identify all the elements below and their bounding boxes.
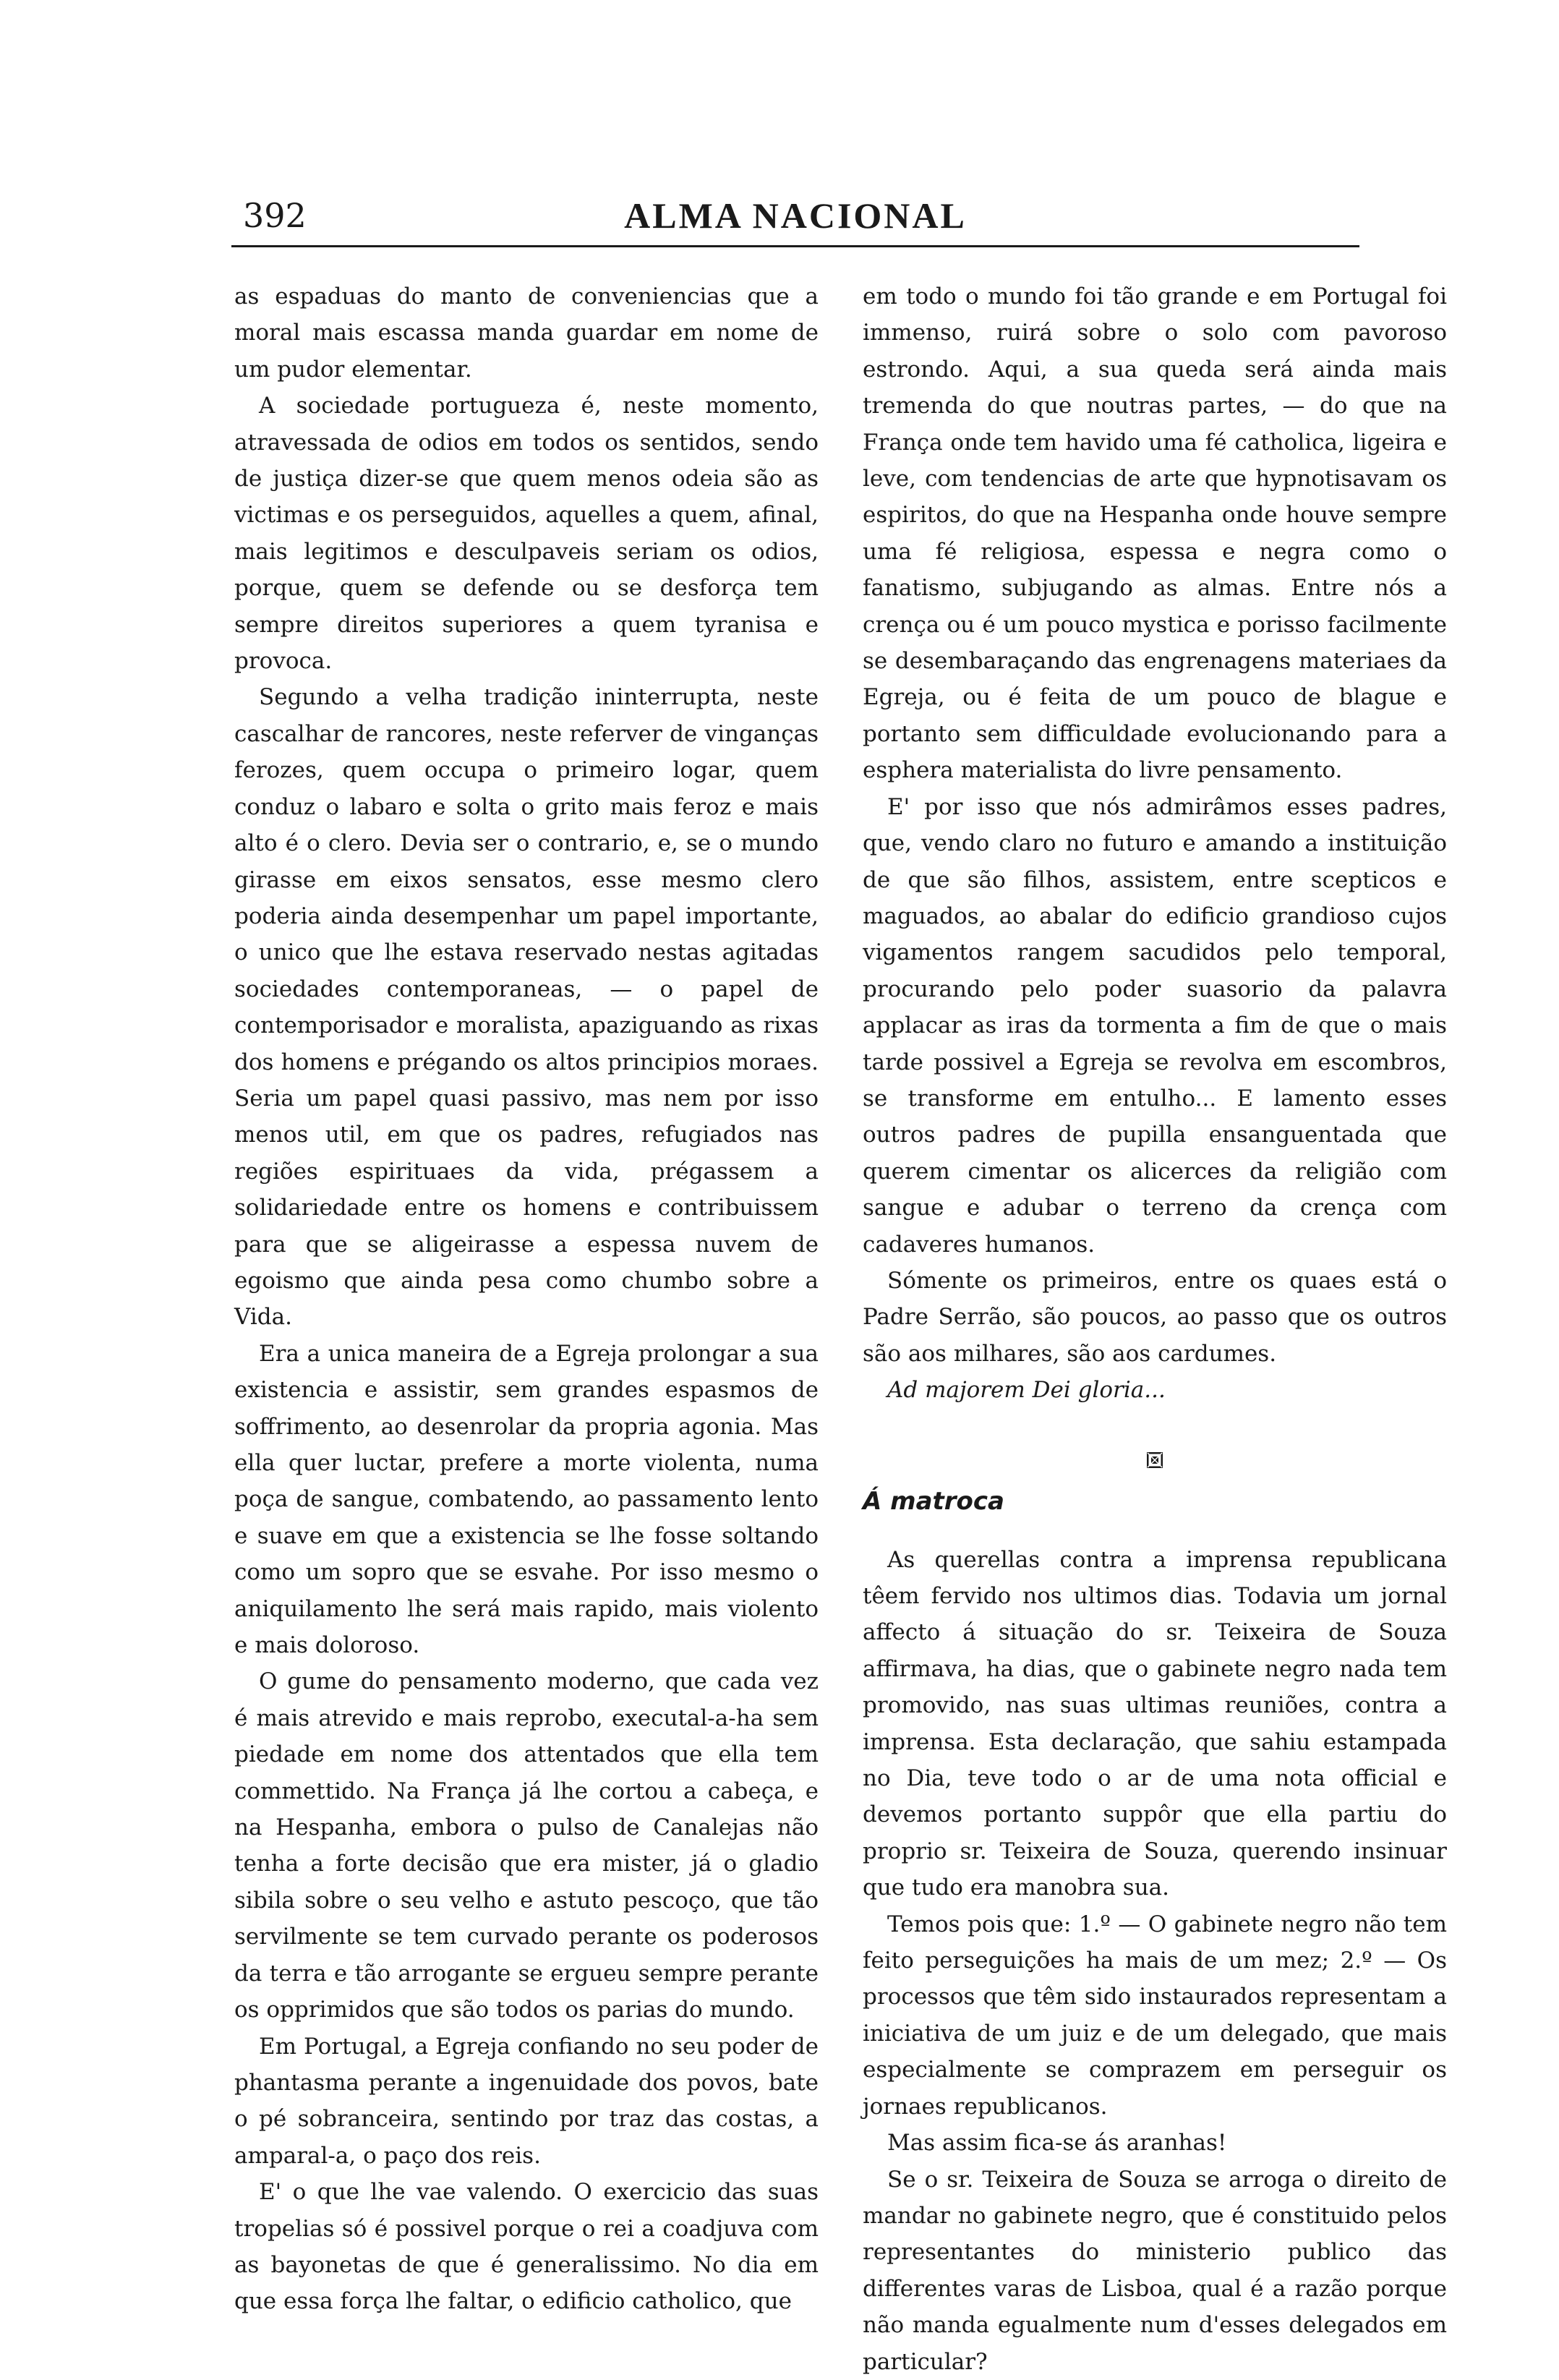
left-column [234,278,819,2315]
paragraph: Se o sr. Teixeira de Souza se arroga o direito de mandar no gabinete negro, que é constituido pelos representantes do ministerio publico das differentes varas de Lisboa, qual é a razão porque não manda egualmente num d'esses delegados em particular? [863,2166,1447,2375]
paragraph: Era a unica maneira de a Egreja prolongar a sua existencia e assistir, sem grandes espasmos de soffrimento, ao desenrolar da propria agonia. Mas ella quer luctar, prefere a morte violenta, numa poça de sangue, combatendo, ao passamento lento e suave em que a existencia se lhe fosse soltando como um sopro que se esvahe. Por isso mesmo o aniquilamento lhe será mais rapido, mais violento e mais doloroso. [234,1340,819,1659]
paragraph: A sociedade portugueza é, neste momento, atravessada de odios em todos os sentidos, sendo de justiça dizer-se que quem menos odeia são as victimas e os perseguidos, aquelles a quem, afinal, mais legitimos e desculpaveis seriam os odios, porque, quem se defende ou se desforça tem sempre direitos superiores a quem tyranisa e provoca. [234,393,819,675]
paragraph: E' por isso que nós admirâmos esses padres, que, vendo claro no futuro e amando a instituição de que são filhos, assistem, entre scepticos e maguados, ao abalar do edificio grandioso cujos vigamentos rangem sacudidos pelo temporal, procurando pelo poder suasorio da palavra applacar as iras da tormenta a fim de que o mais tarde possivel a Egreja se revolva em escombros, se transforme em entulho... E lamento esses outros padres de pupilla ensanguentada que querem cimentar os alicerces da religião com sangue e adubar o terreno da crença com cadaveres humanos. [863,793,1447,1258]
page-header [231,194,1359,242]
section-title: Á matroca [863,1486,1004,1516]
paragraph: O gume do pensamento moderno, que cada vez é mais atrevido e mais reprobo, executal-a-ha sem piedade em nome dos attentados que ella tem commettido. Na França já lhe cortou a cabeça, e na Hespanha, embora o pulso de Canalejas não tenha a forte decisão que era mister, já o gladio sibila sobre o seu velho e astuto pescoço, que tão servilmente se tem curvado perante os poderosos da terra e tão arrogante se ergueu sempre perante os opprimidos que são todos os parias do mundo. [234,1668,819,2023]
paragraph: E' o que lhe vae valendo. O exercicio das suas tropelias só é possivel porque o rei a coadjuva com as bayonetas de que é generalissimo. No dia em que essa força lhe faltar, o edificio catholico, que [234,2179,819,2315]
page-number: 392 [243,196,307,235]
paragraph: As querellas contra a imprensa republicana têem fervido nos ultimos dias. Todavia um jornal affecto á situação do sr. Teixeira de Souza affirmava, ha dias, que o gabinete negro nada tem promovido, nas suas ultimas reuniões, contra a imprensa. Esta declaração, que sahiu estampada no Dia, teve todo o ar de uma nota official e devemos portanto suppôr que ella partiu do proprio sr. Teixeira de Souza, querendo insinuar que tudo era manobra sua. [863,1546,1447,1901]
right-column [863,278,1447,2375]
running-title: ALMA NACIONAL [624,195,967,236]
ornament-icon [1147,1452,1163,1468]
paragraph: as espaduas do manto de conveniencias que a moral mais escassa manda guardar em nome de um pudor elementar. [234,283,819,383]
paragraph: Sómente os primeiros, entre os quaes está o Padre Serrão, são poucos, ao passo que os outros são aos milhares, são aos cardumes. [863,1267,1447,1367]
paragraph: Em Portugal, a Egreja confiando no seu poder de phantasma perante a ingenuidade dos povos, bate o pé sobranceira, sentindo por traz das costas, a amparal-a, o paço dos reis. [234,2033,819,2169]
closing-quote: Ad majorem Dei gloria... [887,1377,1166,1404]
paragraph: Temos pois que: 1.º — O gabinete negro não tem feito perseguições ha mais de um mez; 2.º — Os processos que têm sido instaurados representam a iniciativa de um juiz e de um delegado, que mais especialmente se comprazem em perseguir os jornaes republicanos. [863,1911,1447,2120]
paragraph: Mas assim fica-se ás aranhas! [887,2130,1227,2157]
paragraph: em todo o mundo foi tão grande e em Portugal foi immenso, ruirá sobre o solo com pavoroso estrondo. Aqui, a sua queda será ainda mais tremenda do que noutras partes, — do que na França onde tem havido uma fé catholica, ligeira e leve, com tendencias de arte que hypnotisavam os espiritos, do que na Hespanha onde houve sempre uma fé religiosa, espessa e negra como o fanatismo, subjugando as almas. Entre nós a crença ou é um pouco mystica e porisso facilmente se desembaraçando das engrenagens materiaes da Egreja, ou é feita de um pouco de blague e portanto sem difficuldade evolucionando para a esphera materialista do livre pensamento. [863,283,1447,784]
paragraph: Segundo a velha tradição ininterrupta, neste cascalhar de rancores, neste referver de vinganças ferozes, quem occupa o primeiro logar, quem conduz o labaro e solta o grito mais feroz e mais alto é o clero. Devia ser o contrario, e, se o mundo girasse em eixos sensatos, esse mesmo clero poderia ainda desempenhar um papel importante, o unico que lhe estava reservado nestas agitadas sociedades contemporaneas, — o papel de contemporisador e moralista, apaziguando as rixas dos homens e prégando os altos principios moraes. Seria um papel quasi passivo, mas nem por isso menos util, em que os padres, refugiados nas regiões espirituaes da vida, prégassem a solidariedade entre os homens e contribuissem para que se aligeirasse a espessa nuvem de egoismo que ainda pesa como chumbo sobre a Vida. [234,684,819,1331]
header-rule [231,245,1359,247]
section-divider [863,1442,1447,1483]
